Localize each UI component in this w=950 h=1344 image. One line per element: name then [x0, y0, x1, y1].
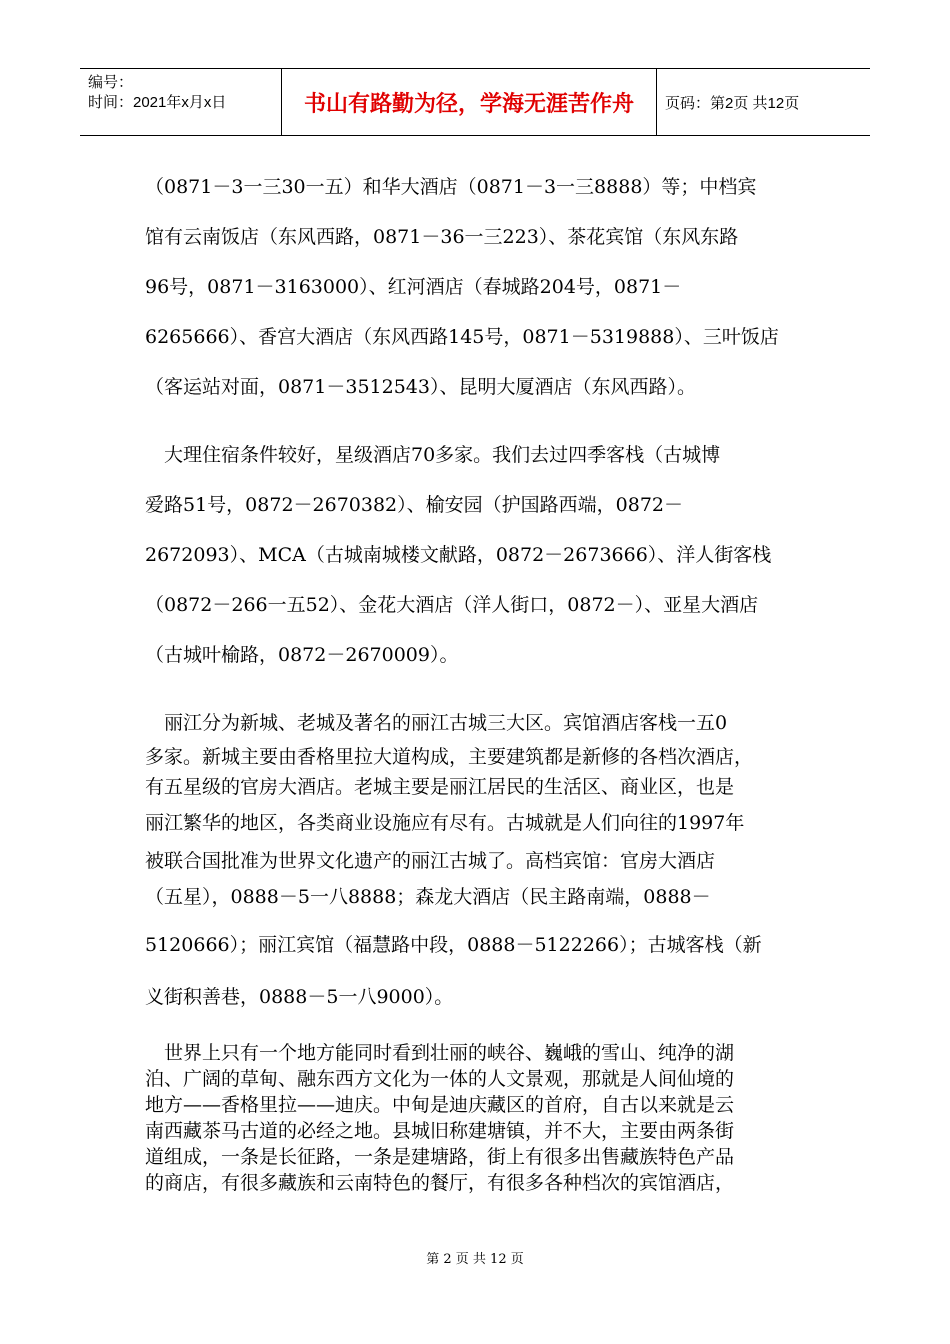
text-line: 世界上只有一个地方能同时看到壮丽的峡谷、巍峨的雪山、纯净的湖	[145, 1042, 735, 1064]
text-line: 大理住宿条件较好，星级酒店70多家。我们去过四季客栈（古城博	[145, 444, 721, 466]
page-indicator: 页码：第2页 共12页	[665, 94, 800, 112]
header-meta-cell	[80, 69, 282, 135]
text-line: 丽江分为新城、老城及著名的丽江古城三大区。宾馆酒店客栈一五0	[145, 712, 728, 734]
text-line: 义街积善巷，0888－5一八9000）。	[145, 986, 454, 1008]
text-line: （客运站对面，0871－3512543）、昆明大厦酒店（东风西路）。	[145, 376, 696, 398]
header-motto-cell	[282, 69, 657, 135]
document-date: 时间：2021年x月x日	[88, 94, 227, 111]
text-line: 多家。新城主要由香格里拉大道构成，主要建筑都是新修的各档次酒店，	[145, 746, 754, 768]
text-line: 被联合国批准为世界文化遗产的丽江古城了。高档宾馆：官房大酒店	[145, 850, 716, 872]
text-line: 爱路51号，0872－2670382）、榆安园（护国路西端，0872－	[145, 494, 684, 516]
document-number-label: 编号：	[88, 74, 134, 91]
header-page-cell	[657, 69, 870, 135]
motto-text: 书山有路勤为径，学海无涯苦作舟	[303, 91, 634, 117]
text-line: 的商店，有很多藏族和云南特色的餐厅，有很多各种档次的宾馆酒店，	[145, 1172, 735, 1194]
text-line: （0872－266一五52）、金花大酒店（洋人街口，0872－）、亚星大酒店	[145, 594, 759, 616]
text-line: 道组成，一条是长征路，一条是建塘路，街上有很多出售藏族特色产品	[145, 1146, 735, 1168]
text-line: 地方——香格里拉——迪庆。中甸是迪庆藏区的首府，自古以来就是云	[145, 1094, 735, 1116]
text-line: 5120666）；丽江宾馆（福慧路中段，0888－5122266）；古城客栈（新	[145, 934, 762, 956]
text-line: （0871－3一三30一五）和华大酒店（0871－3一三8888）等；中档宾	[145, 176, 757, 198]
text-line: （五星），0888－5一八8888；森龙大酒店（民主路南端，0888－	[145, 886, 711, 908]
text-line: 南西藏茶马古道的必经之地。县城旧称建塘镇，并不大，主要由两条街	[145, 1120, 735, 1142]
text-line: 泊、广阔的草甸、融东西方文化为一体的人文景观，那就是人间仙境的	[145, 1068, 735, 1090]
page-footer: 第 2 页 共 12 页	[426, 1252, 524, 1267]
text-line: 丽江繁华的地区，各类商业设施应有尽有。古城就是人们向往的1997年	[145, 812, 745, 834]
text-line: （古城叶榆路，0872－2670009）。	[145, 644, 459, 666]
page-header	[80, 68, 870, 136]
text-line: 馆有云南饭店（东风西路，0871－36一三223）、茶花宾馆（东风东路	[145, 226, 739, 248]
text-line: 有五星级的官房大酒店。老城主要是丽江居民的生活区、商业区，也是	[145, 776, 735, 798]
text-line: 6265666）、香宫大酒店（东风西路145号，0871－5319888）、三叶饭店	[145, 326, 779, 348]
text-line: 96号，0871－3163000）、红河酒店（春城路204号，0871－	[145, 276, 682, 298]
text-line: 2672093）、MCA（古城南城楼文献路，0872－2673666）、洋人街客栈	[145, 544, 772, 566]
